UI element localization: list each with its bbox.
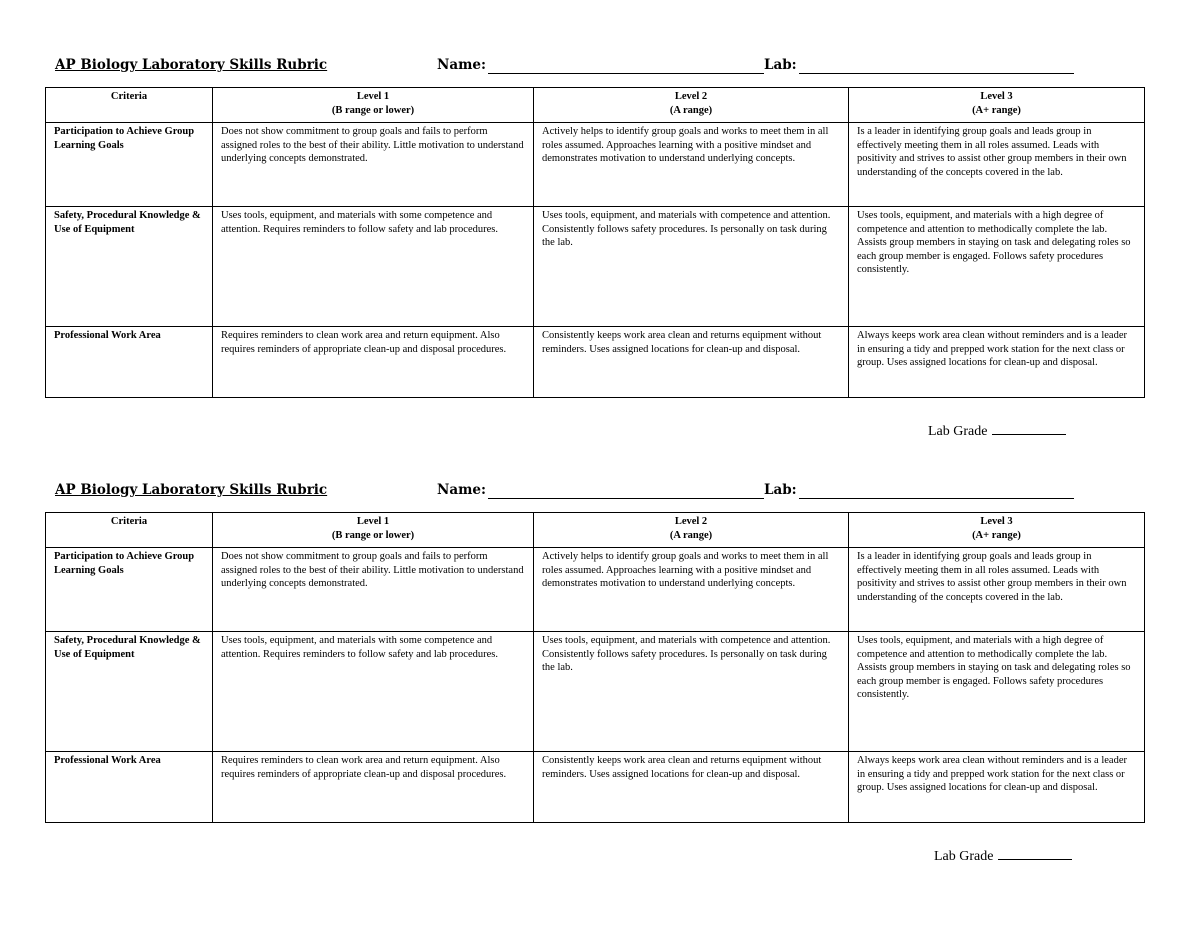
level-1-cell: Uses tools, equipment, and materials with some competence and attention. Requires reminders to follow safety and lab procedures. xyxy=(213,632,534,752)
level-1-cell: Requires reminders to clean work area and return equipment. Also requires reminders of appropriate clean-up and disposal procedures. xyxy=(213,327,534,398)
level-1-cell: Does not show commitment to group goals and fails to perform assigned roles to the best of their ability. Little motivation to understand underlying concepts demonstrated. xyxy=(213,123,534,207)
table-row xyxy=(46,752,1145,823)
level-2-cell: Actively helps to identify group goals and works to meet them in all roles assumed. Approaches learning with a positive mindset and demonstrates motivation to understand underlying concepts. xyxy=(534,548,849,632)
rubric-table xyxy=(45,512,1145,823)
level-2-cell: Uses tools, equipment, and materials with competence and attention. Consistently follows safety procedures. Is personally on task during the lab. xyxy=(534,632,849,752)
level-3-cell: Uses tools, equipment, and materials with a high degree of competence and attention to methodically complete the lab. Assists group members in staying on task and delegating roles so each group member is engaged. Follows safety procedures consistently. xyxy=(849,207,1145,327)
rubric-table xyxy=(45,87,1145,398)
criterion-cell: Participation to Achieve Group Learning Goals xyxy=(46,123,213,207)
name-label: Name: xyxy=(437,57,486,73)
level-3-cell: Is a leader in identifying group goals and leads group in effectively meeting them in all roles assumed. Leads with positivity and strives to assist other group members in their own understanding of the concepts covered in the lab. xyxy=(849,548,1145,632)
level-3-cell: Is a leader in identifying group goals and leads group in effectively meeting them in all roles assumed. Leads with positivity and strives to assist other group members in their own understanding of the concepts covered in the lab. xyxy=(849,123,1145,207)
page-title: AP Biology Laboratory Skills Rubric xyxy=(55,57,328,73)
criterion-cell: Participation to Achieve Group Learning Goals xyxy=(46,548,213,632)
lab-grade xyxy=(928,423,1066,440)
table-row xyxy=(46,207,1145,327)
level-2-cell: Uses tools, equipment, and materials with competence and attention. Consistently follows safety procedures. Is personally on task during the lab. xyxy=(534,207,849,327)
level-3-header: Level 3 (A+ range) xyxy=(849,88,1145,123)
name-label: Name: xyxy=(437,482,486,498)
lab-grade-field[interactable] xyxy=(992,423,1066,435)
lab-grade-label: Lab Grade xyxy=(928,424,988,439)
table-row xyxy=(46,123,1145,207)
level-1-header: Level 1 (B range or lower) xyxy=(213,88,534,123)
lab-grade xyxy=(934,848,1072,865)
table-row xyxy=(46,632,1145,752)
level-1-cell: Does not show commitment to group goals and fails to perform assigned roles to the best of their ability. Little motivation to understand underlying concepts demonstrated. xyxy=(213,548,534,632)
criteria-header: Criteria xyxy=(46,513,213,548)
lab-field[interactable] xyxy=(799,498,1074,499)
table-row xyxy=(46,327,1145,398)
rubric-sheet-2 xyxy=(0,482,1200,882)
level-2-cell: Consistently keeps work area clean and returns equipment without reminders. Uses assigned locations for clean-up and disposal. xyxy=(534,327,849,398)
level-3-header: Level 3 (A+ range) xyxy=(849,513,1145,548)
level-1-cell: Uses tools, equipment, and materials with some competence and attention. Requires reminders to follow safety and lab procedures. xyxy=(213,207,534,327)
level-2-cell: Actively helps to identify group goals and works to meet them in all roles assumed. Approaches learning with a positive mindset and demonstrates motivation to understand underlying concepts. xyxy=(534,123,849,207)
level-2-header: Level 2 (A range) xyxy=(534,513,849,548)
name-field[interactable] xyxy=(488,73,764,74)
level-3-cell: Always keeps work area clean without reminders and is a leader in ensuring a tidy and prepped work station for the next class or group. Uses assigned locations for clean-up and disposal. xyxy=(849,327,1145,398)
level-1-cell: Requires reminders to clean work area and return equipment. Also requires reminders of appropriate clean-up and disposal procedures. xyxy=(213,752,534,823)
lab-grade-field[interactable] xyxy=(998,848,1072,860)
criteria-header: Criteria xyxy=(46,88,213,123)
lab-field[interactable] xyxy=(799,73,1074,74)
lab-grade-label: Lab Grade xyxy=(934,849,994,864)
table-header-row xyxy=(46,513,1145,548)
criterion-cell: Professional Work Area xyxy=(46,752,213,823)
rubric-header xyxy=(0,482,1200,506)
table-header-row xyxy=(46,88,1145,123)
level-3-cell: Uses tools, equipment, and materials with a high degree of competence and attention to methodically complete the lab. Assists group members in staying on task and delegating roles so each group member is engaged. Follows safety procedures consistently. xyxy=(849,632,1145,752)
rubric-sheet-1 xyxy=(0,57,1200,447)
lab-label: Lab: xyxy=(764,57,797,73)
lab-label: Lab: xyxy=(764,482,797,498)
criterion-cell: Safety, Procedural Knowledge & Use of Equipment xyxy=(46,632,213,752)
level-3-cell: Always keeps work area clean without reminders and is a leader in ensuring a tidy and prepped work station for the next class or group. Uses assigned locations for clean-up and disposal. xyxy=(849,752,1145,823)
rubric-header xyxy=(0,57,1200,81)
table-row xyxy=(46,548,1145,632)
name-field[interactable] xyxy=(488,498,764,499)
level-2-cell: Consistently keeps work area clean and returns equipment without reminders. Uses assigned locations for clean-up and disposal. xyxy=(534,752,849,823)
criterion-cell: Professional Work Area xyxy=(46,327,213,398)
criterion-cell: Safety, Procedural Knowledge & Use of Equipment xyxy=(46,207,213,327)
page-title: AP Biology Laboratory Skills Rubric xyxy=(55,482,328,498)
level-2-header: Level 2 (A range) xyxy=(534,88,849,123)
level-1-header: Level 1 (B range or lower) xyxy=(213,513,534,548)
